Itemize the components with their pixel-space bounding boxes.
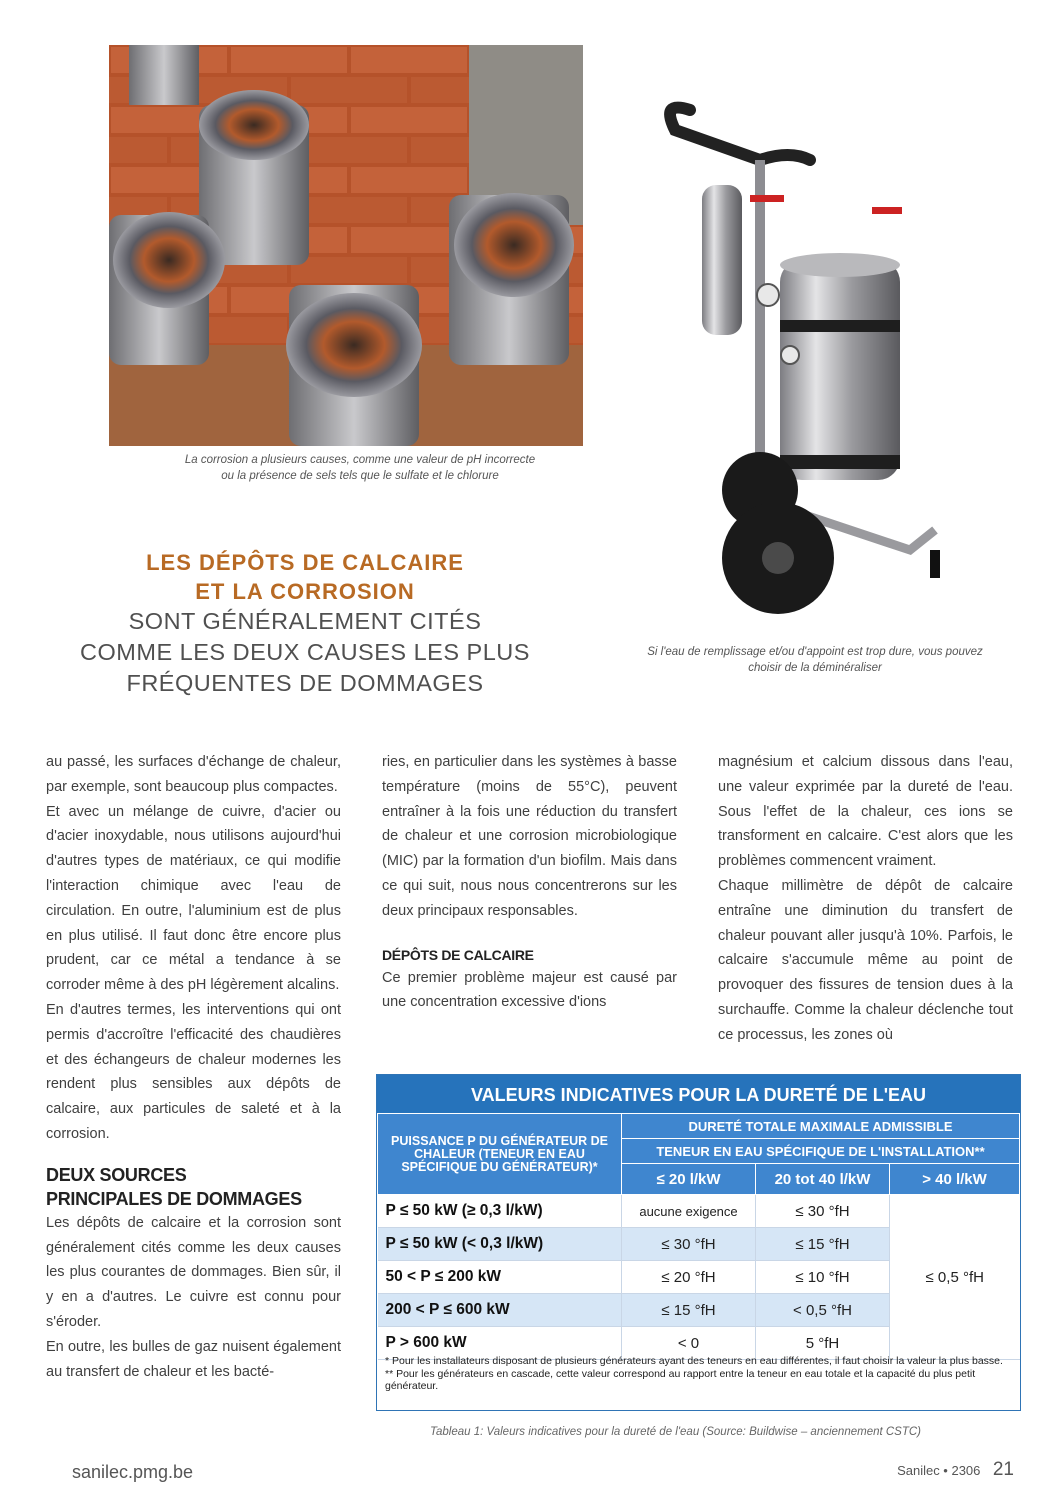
- table-cell: ≤ 30 °fH: [756, 1195, 890, 1228]
- table-cell: < 0: [622, 1327, 756, 1360]
- table-column-header: ≤ 20 l/kW: [622, 1164, 756, 1195]
- table-column-header: > 40 l/kW: [890, 1164, 1020, 1195]
- section-heading-line2: PRINCIPALES DE DOMMAGES: [46, 1188, 302, 1209]
- website-link[interactable]: sanilec.pmg.be: [72, 1462, 194, 1482]
- pull-quote-headline: [40, 548, 570, 699]
- corroded-pipes-photo: [109, 45, 583, 446]
- headline-orange-line1: LES DÉPÔTS DE CALCAIRE: [146, 550, 464, 575]
- table-title: VALEURS INDICATIVES POUR LA DURETÉ DE L'EAU: [377, 1075, 1020, 1113]
- paragraph: Les dépôts de calcaire et la corrosion sont généralement cités comme les deux causes les plus courantes de dommages. Bien sûr, il y en a d'autres. Le cuivre est connu pour s'éroder.: [46, 1214, 341, 1330]
- paragraph: au passé, les surfaces d'échange de chaleur, par exemple, sont beaucoup plus compactes.: [46, 754, 341, 795]
- paragraph: En d'autres termes, les interventions qui ont permis d'accroître l'efficacité des chaudières et des échangeurs de chaleur modernes les rendent plus sensibles aux dépôts de calcaire, aux particules de saleté et à la corrosion.: [46, 1001, 341, 1142]
- table-cell: ≤ 15 °fH: [622, 1294, 756, 1327]
- paragraph: Ce premier problème majeur est causé par une concentration excessive d'ions: [382, 969, 677, 1011]
- photo1-caption-line1: La corrosion a plusieurs causes, comme une valeur de pH incorrecte: [184, 454, 536, 466]
- table-row-label: P ≤ 50 kW (< 0,3 l/kW): [378, 1228, 622, 1261]
- table-cell: ≤ 30 °fH: [622, 1228, 756, 1261]
- page-number: 21: [992, 1459, 1014, 1480]
- table-row-label: 200 < P ≤ 600 kW: [378, 1294, 622, 1327]
- paragraph: Chaque millimètre de dépôt de calcaire entraîne une diminution du transfert de chaleur pouvant aller jusqu'à 10%. Parfois, le calcaire s'accumule même au point de provoquer des fissures de tension dues à la surchauffe. Comme la chaleur déclenche tout ce processus, les zones où: [718, 877, 1013, 1043]
- table-row-label: P > 600 kW: [378, 1327, 622, 1360]
- section-heading: DÉPÔTS DE CALCAIRE: [382, 946, 534, 963]
- headline-gray-line2: COMME LES DEUX CAUSES LES PLUS: [80, 639, 530, 665]
- headline-orange-line2: ET LA CORROSION: [195, 579, 415, 604]
- water-hardness-table: [376, 1074, 1021, 1411]
- photo1-caption: [150, 452, 570, 484]
- headline-gray-line1: SONT GÉNÉRALEMENT CITÉS: [128, 608, 482, 634]
- table-span-header-2: TENEUR EN EAU SPÉCIFIQUE DE L'INSTALLATION**: [622, 1139, 1020, 1164]
- table-row-label: P ≤ 50 kW (≥ 0,3 l/kW): [378, 1195, 622, 1228]
- photo2-caption-line2: choisir de la déminéraliser: [748, 662, 882, 674]
- headline-gray-line3: FRÉQUENTES DE DOMMAGES: [126, 670, 484, 696]
- demineraliser-photo: [650, 90, 970, 615]
- article-column-3: [718, 750, 1013, 1048]
- table-cell: ≤ 20 °fH: [622, 1261, 756, 1294]
- table-span-header-1: DURETÉ TOTALE MAXIMALE ADMISSIBLE: [622, 1114, 1020, 1139]
- table-cell: ≤ 10 °fH: [756, 1261, 890, 1294]
- table-left-header: PUISSANCE P DU GÉNÉRATEUR DE CHALEUR (TENEUR EN EAU SPÉCIFIQUE DU GÉNÉRATEUR)*: [378, 1114, 622, 1195]
- table-cell: ≤ 15 °fH: [756, 1228, 890, 1261]
- table-row-label: 50 < P ≤ 200 kW: [378, 1261, 622, 1294]
- page-footer: [897, 1459, 1014, 1481]
- table-cell: aucune exigence: [622, 1195, 756, 1228]
- photo2-caption: [610, 644, 1020, 676]
- table-footnote: * Pour les installateurs disposant de plusieurs générateurs ayant des teneurs en eau différentes, il faut choisir la valeur la plus basse. ** Pour les générateurs en cascade, cette valeur correspond au rapport entre la teneur en eau totale et la capacité du plus petit générateur.: [385, 1355, 1003, 1392]
- paragraph: En outre, les bulles de gaz nuisent également au transfert de chaleur et les bacté-: [46, 1338, 341, 1380]
- table-column-header: 20 tot 40 l/kW: [756, 1164, 890, 1195]
- paragraph: magnésium et calcium dissous dans l'eau, une valeur exprimée par la dureté de l'eau. Sous l'effet de la chaleur, ces ions se transforment en calcaire. C'est alors que les problèmes commencent vraiment.: [718, 754, 1013, 870]
- article-column-1: [46, 750, 341, 1384]
- paragraph: ries, en particulier dans les systèmes à basse température (moins de 55°C), peuvent entraîner à la fois une réduction du transfert de chaleur et une corrosion microbiologique (MIC) par la formation d'un biofilm. Mais dans ce qui suit, nous nous concentrerons sur les deux principaux responsables.: [382, 754, 677, 919]
- section-heading: [46, 1163, 341, 1211]
- section-heading-line1: DEUX SOURCES: [46, 1164, 187, 1185]
- table-caption: Tableau 1: Valeurs indicatives pour la dureté de l'eau (Source: Buildwise – anciennement CSTC): [430, 1426, 922, 1438]
- hardness-table-grid: [377, 1113, 1020, 1360]
- table-cell: 5 °fH: [756, 1327, 890, 1360]
- table-row: [378, 1195, 1020, 1228]
- table-merged-cell: ≤ 0,5 °fH: [890, 1195, 1020, 1360]
- table-cell: < 0,5 °fH: [756, 1294, 890, 1327]
- photo2-caption-line1: Si l'eau de remplissage et/ou d'appoint est trop dure, vous pouvez: [647, 646, 983, 658]
- magazine-issue: Sanilec • 2306: [897, 1463, 981, 1478]
- article-column-2: [382, 750, 677, 1015]
- paragraph: Et avec un mélange de cuivre, d'acier ou d'acier inoxydable, nous utilisons aujourd'hui d'autres types de matériaux, ce qui modifie l'interaction chimique avec l'eau de circulation. En outre, l'aluminium est de plus en plus utilisé. Il faut donc être encore plus prudent, car ce métal a tendance à se corroder même à des pH légèrement alcalins.: [46, 803, 341, 994]
- photo1-caption-line2: ou la présence de sels tels que le sulfate et le chlorure: [221, 470, 499, 482]
